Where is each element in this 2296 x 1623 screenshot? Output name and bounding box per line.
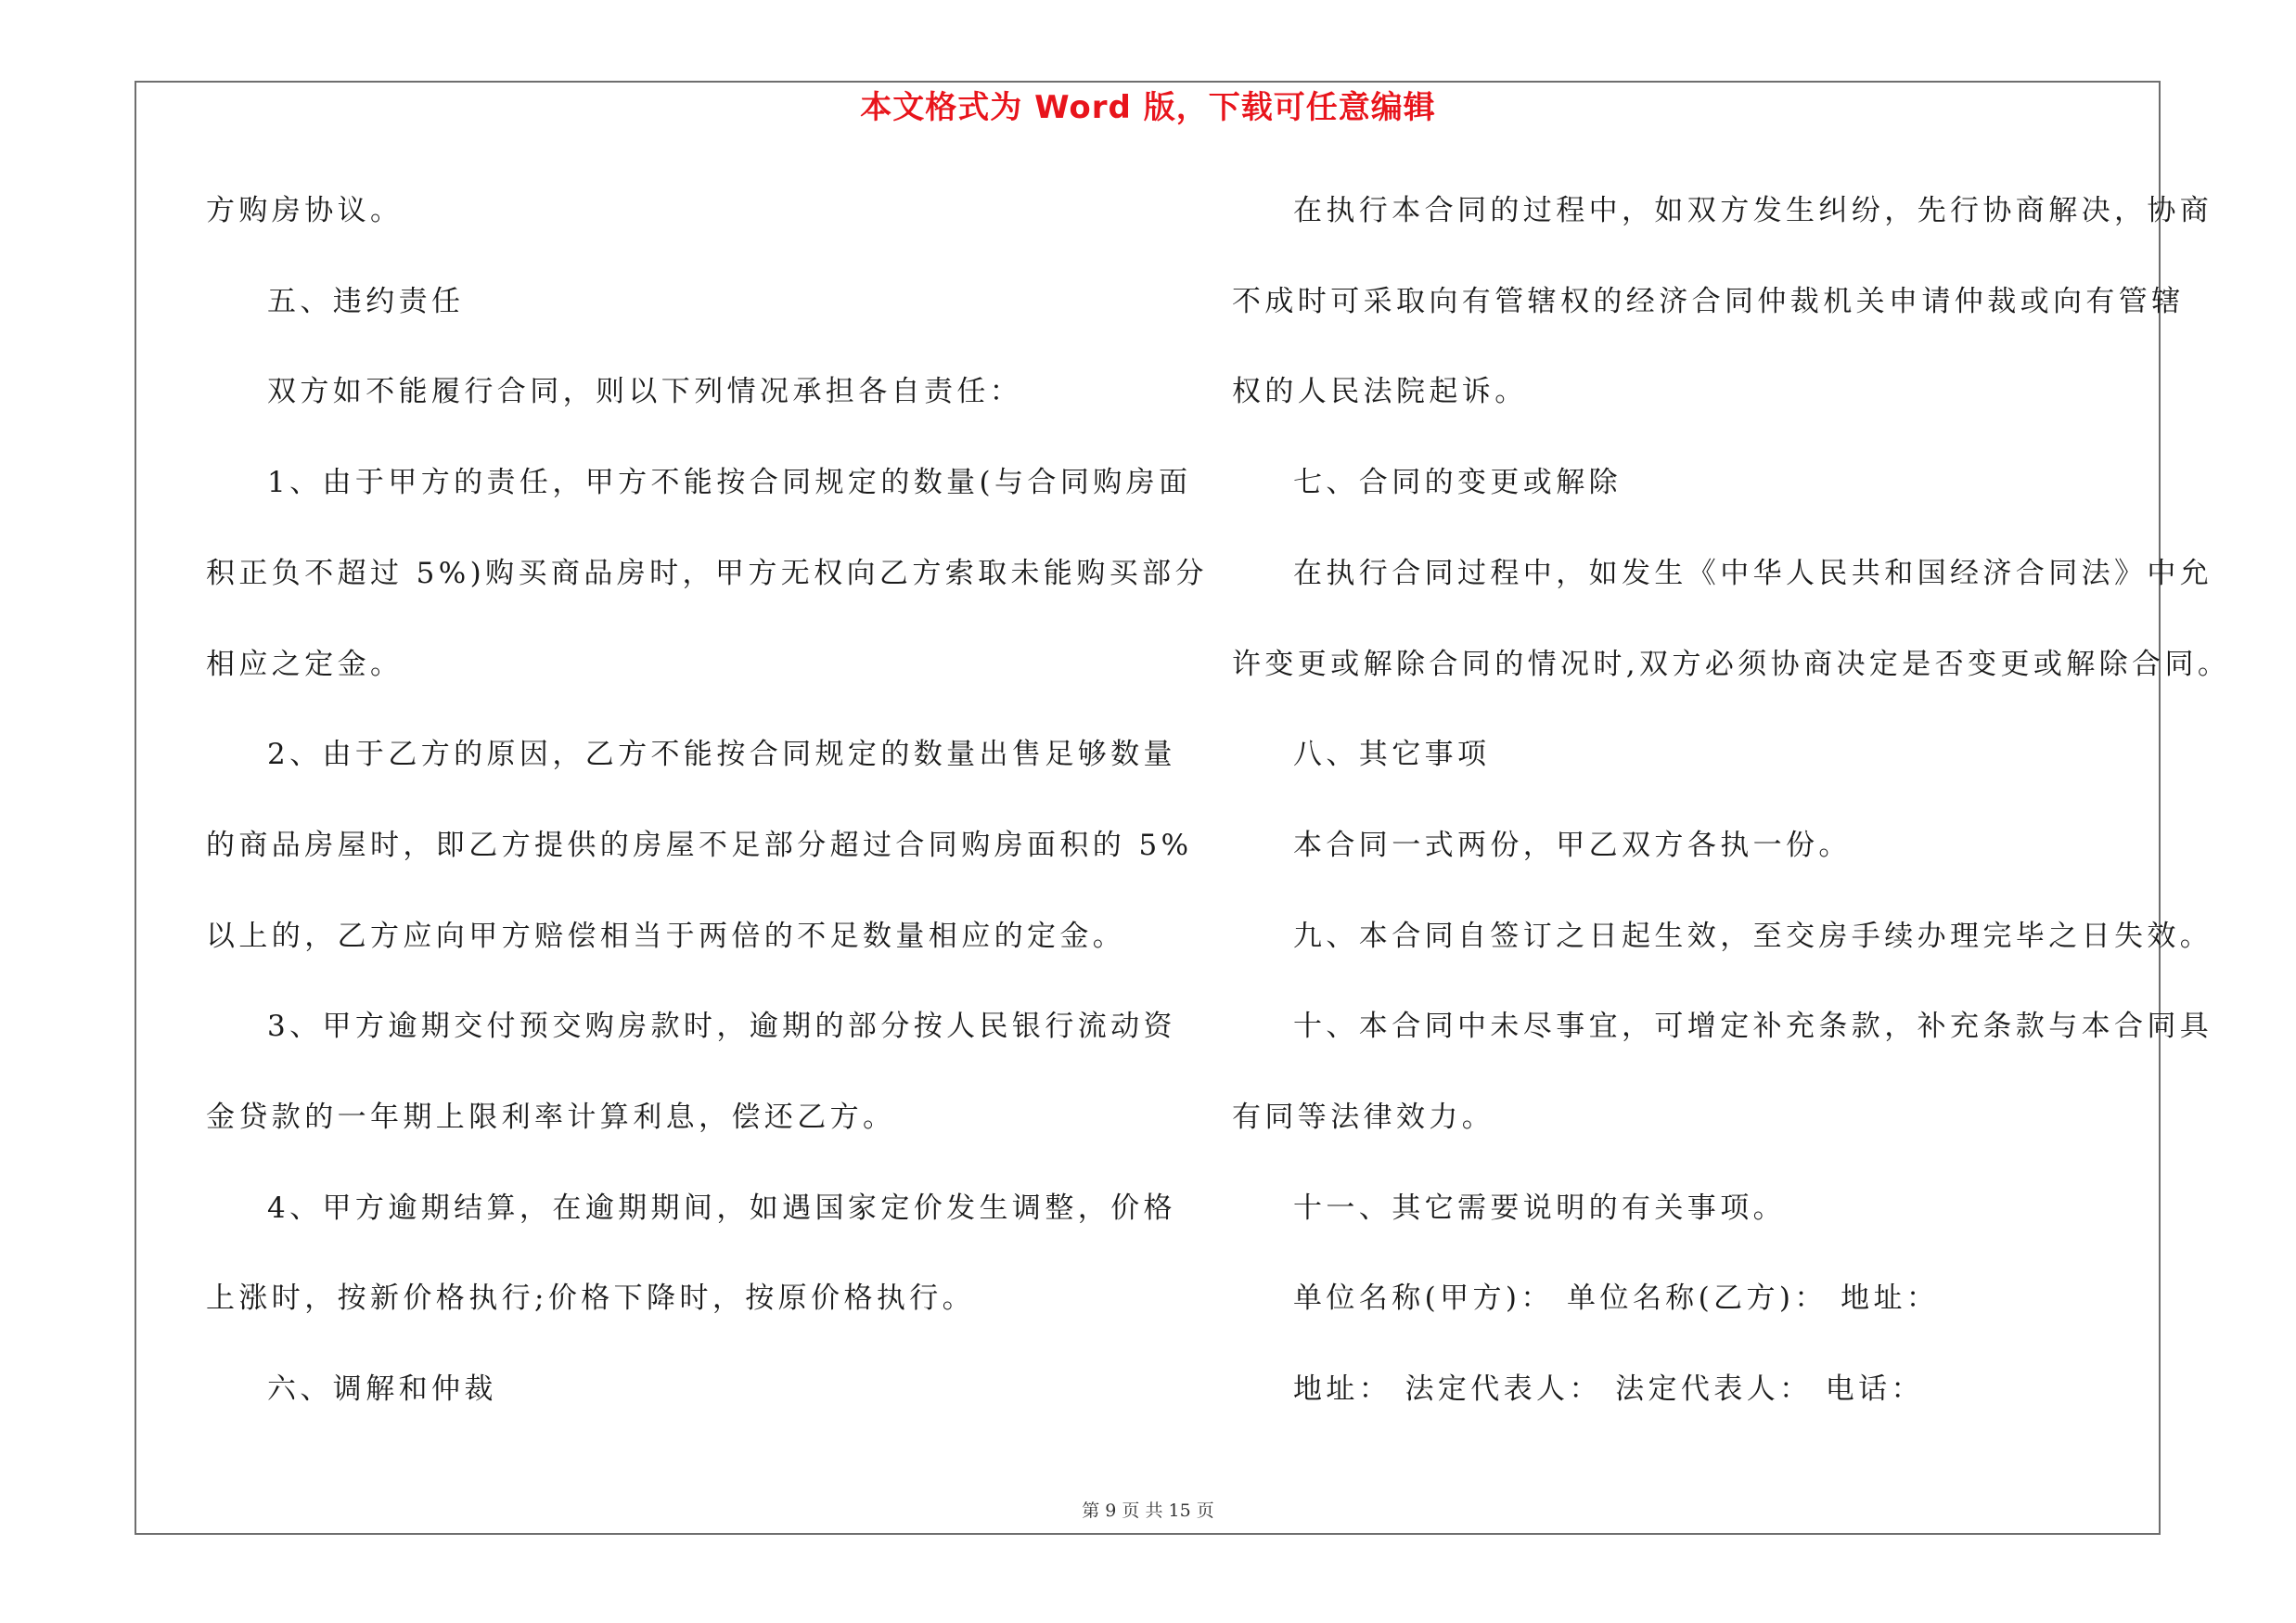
text-line: 1、由于甲方的责任，甲方不能按合同规定的数量(与合同购房面 xyxy=(267,466,1192,499)
text-line: 3、甲方逾期交付预交购房款时，逾期的部分按人民银行流动资 xyxy=(267,1010,1176,1043)
text-line: 八、其它事项 xyxy=(1293,738,1491,771)
text-line: 的商品房屋时，即乙方提供的房屋不足部分超过合同购房面积的 5% xyxy=(206,829,1193,862)
text-line: 上涨时，按新价格执行;价格下降时，按原价格执行。 xyxy=(206,1282,976,1315)
text-line: 权的人民法院起诉。 xyxy=(1232,375,1528,408)
text-line: 在执行合同过程中，如发生《中华人民共和国经济合同法》中允 xyxy=(1293,557,2213,590)
text-line: 许变更或解除合同的情况时,双方必须协商决定是否变更或解除合同。 xyxy=(1232,648,2231,681)
text-line: 九、本合同自签订之日起生效，至交房手续办理完毕之日失效。 xyxy=(1293,920,2213,953)
text-line: 以上的，乙方应向甲方赔偿相当于两倍的不足数量相应的定金。 xyxy=(206,920,1126,953)
text-line: 相应之定金。 xyxy=(206,648,404,681)
text-line: 单位名称(甲方)： 单位名称(乙方)： 地址： xyxy=(1293,1282,1940,1315)
page-number-footer: 第 9 页 共 15 页 xyxy=(1082,1501,1214,1521)
text-line: 六、调解和仲裁 xyxy=(267,1372,497,1406)
text-line: 有同等法律效力。 xyxy=(1232,1101,1495,1134)
text-line: 金贷款的一年期上限利率计算利息，偿还乙方。 xyxy=(206,1101,896,1134)
text-line: 方购房协议。 xyxy=(206,194,404,227)
text-line: 十、本合同中未尽事宜，可增定补充条款，补充条款与本合同具 xyxy=(1293,1010,2213,1043)
text-line: 本合同一式两份，甲乙双方各执一份。 xyxy=(1293,829,1852,862)
text-line: 十一、其它需要说明的有关事项。 xyxy=(1293,1191,1786,1225)
text-line: 积正负不超过 5%)购买商品房时，甲方无权向乙方索取未能购买部分 xyxy=(206,557,1208,590)
text-line: 地址： 法定代表人： 法定代表人： 电话： xyxy=(1293,1372,1924,1406)
text-line: 2、由于乙方的原因，乙方不能按合同规定的数量出售足够数量 xyxy=(267,738,1176,771)
text-line: 五、违约责任 xyxy=(267,285,465,318)
text-line: 4、甲方逾期结算，在逾期期间，如遇国家定价发生调整，价格 xyxy=(267,1191,1176,1225)
text-line: 在执行本合同的过程中，如双方发生纠纷，先行协商解决，协商 xyxy=(1293,194,2213,227)
text-line: 不成时可采取向有管辖权的经济合同仲裁机关申请仲裁或向有管辖 xyxy=(1232,285,2185,318)
text-line: 双方如不能履行合同，则以下列情况承担各自责任： xyxy=(267,375,1023,408)
text-line: 七、合同的变更或解除 xyxy=(1293,466,1622,499)
editable-format-banner: 本文格式为 Word 版，下载可任意编辑 xyxy=(860,89,1436,126)
